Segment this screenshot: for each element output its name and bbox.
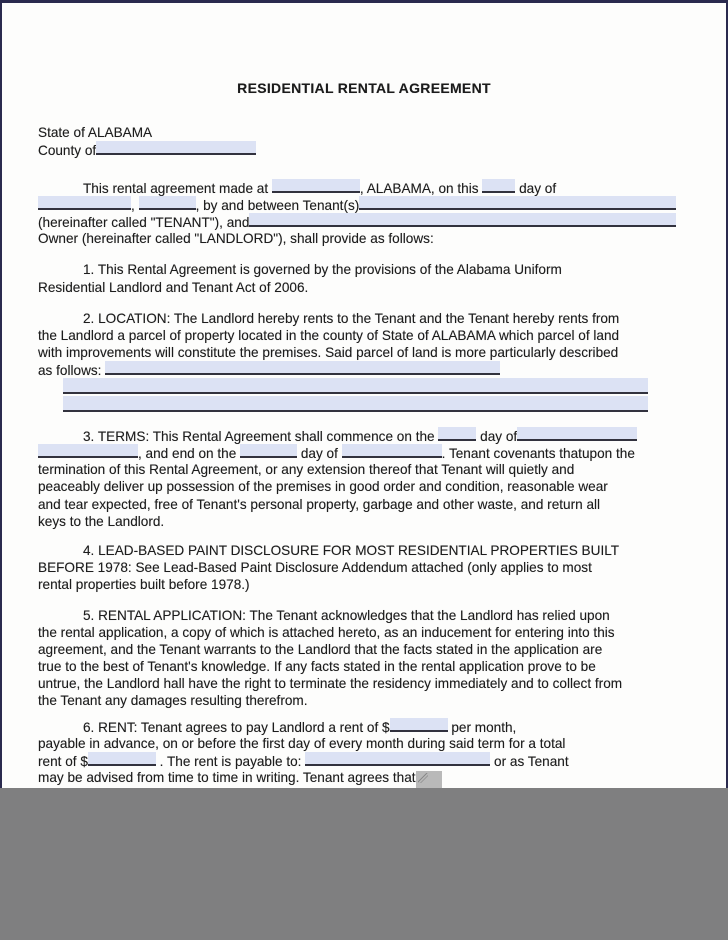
text-line (38, 230, 690, 247)
blank-field[interactable] (482, 179, 515, 193)
text-run: This rental agreement made at (83, 180, 272, 196)
blank-field[interactable] (38, 444, 138, 458)
text-line (38, 769, 690, 786)
text-line (38, 124, 690, 141)
text-run: termination of this Rental Agreement, or any extension thereof that Tenant will quietly and (38, 462, 575, 478)
blank-field[interactable] (342, 444, 442, 458)
blank-field[interactable] (272, 179, 360, 193)
text-line (38, 327, 690, 344)
text-run: 3. TERMS: This Rental Agreement shall commence on the (83, 428, 439, 444)
blank-field[interactable] (390, 718, 448, 732)
text-run: as follows: (38, 363, 106, 379)
text-run: per month, (447, 719, 517, 735)
blank-field[interactable] (517, 427, 637, 441)
text-run: rent of $ (38, 754, 88, 770)
text-line (38, 641, 690, 658)
text-run: the Landlord a parcel of property located in the county of State of ALABAMA which parcel of land (38, 327, 620, 343)
text-line (38, 658, 690, 675)
text-line (38, 559, 690, 576)
section-lead (38, 542, 690, 594)
obscured-footer-region (0, 788, 728, 940)
text-line (38, 624, 690, 641)
text-line (38, 179, 690, 196)
text-line (38, 196, 690, 213)
text-run: , ALABAMA, on this (359, 180, 483, 196)
text-run: (hereinafter called "TENANT"), and (38, 214, 250, 230)
blank-field[interactable] (305, 752, 490, 766)
text-line (38, 279, 690, 296)
text-run: 2. LOCATION: The Landlord hereby rents to the Tenant and the Tenant hereby rents from (83, 310, 620, 326)
blank-field[interactable] (249, 213, 676, 227)
text-line (38, 496, 690, 513)
text-run: or as Tenant (490, 754, 569, 770)
text-line (38, 141, 690, 158)
text-line (38, 675, 690, 692)
text-line (38, 735, 690, 752)
blank-field[interactable] (105, 361, 500, 375)
blank-field[interactable] (63, 378, 648, 394)
text-line (38, 427, 690, 444)
text-line (38, 444, 690, 461)
text-run: agreement, and the Tenant warrants to the Landlord that the facts stated in the application are (38, 641, 603, 657)
text-run: peaceably deliver up possession of the premises in good order and condition, reasonable wear (38, 479, 608, 495)
text-run: BEFORE 1978: See Lead-Based Paint Disclosure Addendum attached (only applies to most (38, 560, 592, 576)
text-line (38, 344, 690, 361)
text-line (38, 576, 690, 593)
section-terms (38, 427, 690, 530)
text-line (38, 378, 690, 395)
text-run: day of (476, 428, 518, 444)
text-run: and tear expected, free of Tenant's personal property, garbage and other waste, and return all (38, 496, 601, 512)
text-run: State of ALABAMA (38, 125, 153, 141)
text-run: payable in advance, on or before the first day of every month during said term for a total (38, 735, 566, 751)
text-line (38, 692, 690, 709)
text-run: , by and between Tenant(s) (195, 197, 360, 213)
text-run: Owner (hereinafter called "LANDLORD"), shall provide as follows: (38, 231, 434, 247)
blank-field[interactable] (63, 396, 648, 412)
blank-field[interactable] (139, 196, 196, 210)
text-run: County of (38, 143, 97, 159)
section-app (38, 607, 690, 710)
text-line (38, 513, 690, 530)
text-line (38, 310, 690, 327)
document-title: RESIDENTIAL RENTAL AGREEMENT (237, 80, 491, 96)
blank-field[interactable] (438, 427, 476, 441)
cursor-artifact (416, 771, 442, 788)
text-run: 5. RENTAL APPLICATION: The Tenant acknowledges that the Landlord has relied upon (83, 607, 610, 623)
section-rent (38, 718, 690, 787)
text-run: with improvements will constitute the premises. Said parcel of land is more particularly described (38, 345, 619, 361)
text-run: rental properties built before 1978.) (38, 577, 250, 593)
text-run: , (131, 197, 139, 213)
blank-field[interactable] (88, 752, 156, 766)
text-run: 1. This Rental Agreement is governed by the provisions of the Alabama Uniform (83, 262, 562, 278)
text-line (38, 752, 690, 769)
blank-field[interactable] (240, 444, 297, 458)
text-run: the Tenant any damages resulting therefrom. (38, 693, 308, 709)
section-intro (38, 179, 690, 248)
text-line (38, 213, 690, 230)
text-run: the rental application, a copy of which is attached hereto, as an inducement for entering into this (38, 624, 615, 640)
text-run: day of (297, 446, 342, 462)
text-run: keys to the Landlord. (38, 513, 165, 529)
text-run: Residential Landlord and Tenant Act of 2006. (38, 279, 309, 295)
text-line (38, 396, 690, 413)
text-run: untrue, the Landlord hall have the right to terminate the residency immediately and to collect from (38, 676, 623, 692)
blank-field[interactable] (96, 141, 256, 155)
section-state (38, 124, 690, 158)
text-line (38, 461, 690, 478)
text-run: . Tenant covenants thatupon the (441, 446, 635, 462)
text-run: may be advised from time to time in writing. Tenant agrees that (38, 770, 416, 786)
text-run: day of (515, 180, 557, 196)
text-line (38, 542, 690, 559)
text-run: , and end on the (138, 446, 241, 462)
text-run: . The rent is payable to: (155, 754, 306, 770)
text-line (38, 607, 690, 624)
blank-field[interactable] (359, 196, 676, 210)
section-governed (38, 261, 690, 295)
blank-field[interactable] (38, 196, 131, 210)
text-line (38, 361, 690, 378)
text-line (38, 261, 690, 278)
text-line (38, 718, 690, 735)
text-run: true to the best of Tenant's knowledge. If any facts stated in the rental application prove to be (38, 659, 596, 675)
text-line (38, 478, 690, 495)
text-run: 6. RENT: Tenant agrees to pay Landlord a rent of $ (83, 719, 390, 735)
section-location (38, 310, 690, 413)
document-body (38, 124, 690, 786)
text-run: 4. LEAD-BASED PAINT DISCLOSURE FOR MOST RESIDENTIAL PROPERTIES BUILT (83, 542, 620, 558)
